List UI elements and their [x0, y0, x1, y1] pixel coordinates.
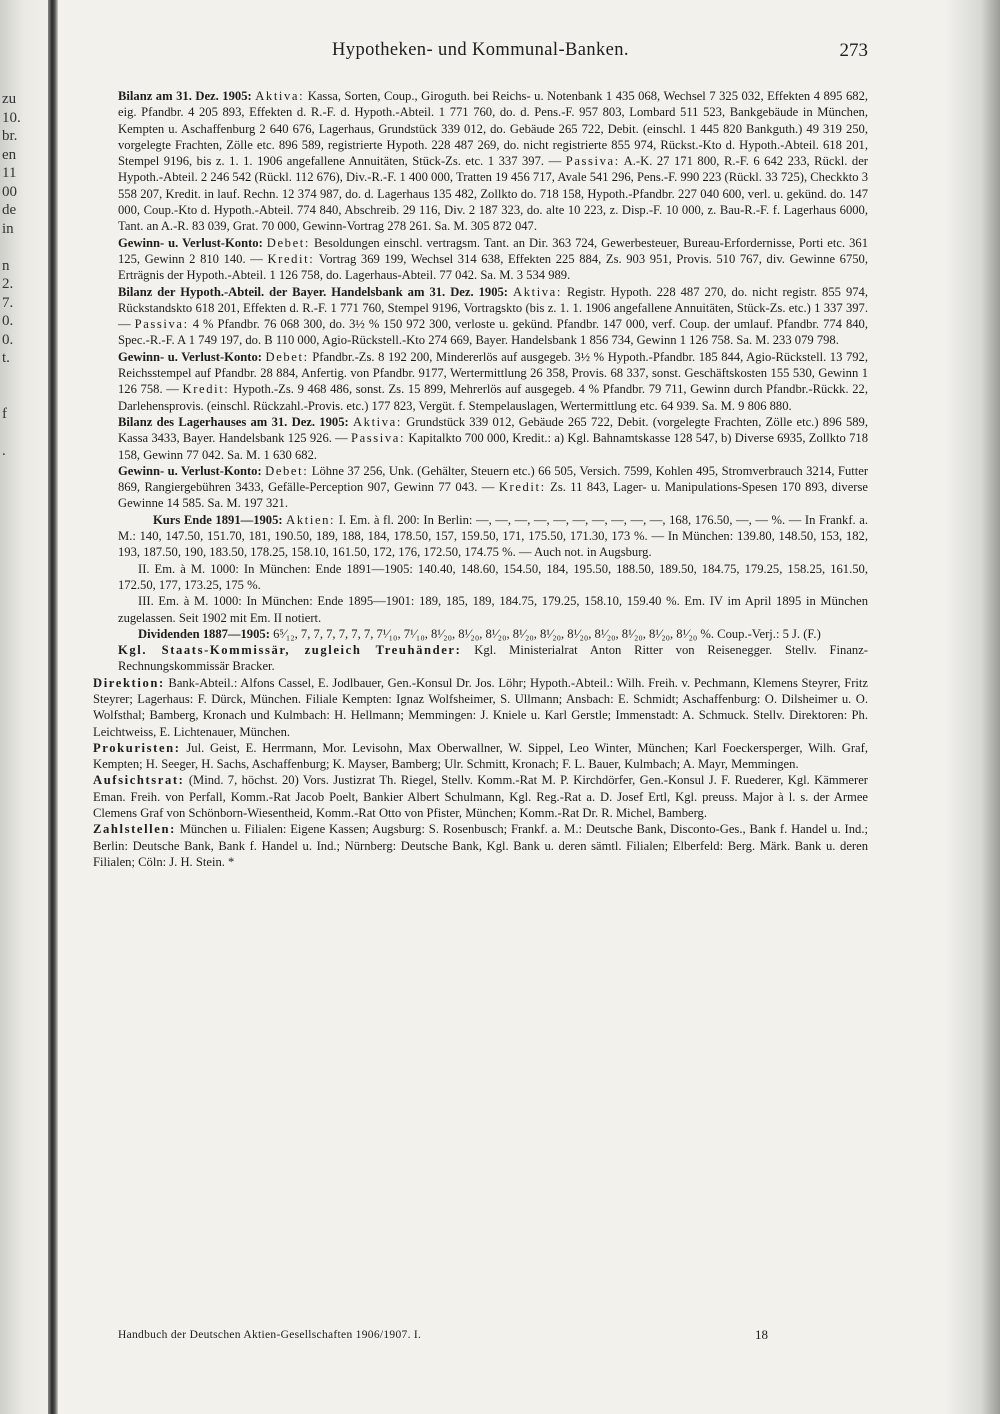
margin-fragment — [2, 238, 42, 257]
margin-fragment: 00 — [2, 183, 17, 200]
section-heading: Bilanz der Hypoth.-Abteil. der Bayer. Handelsbank am 31. Dez. 1905: — [118, 284, 508, 299]
section-heading: Gewinn- u. Verlust-Konto: — [118, 235, 263, 250]
kurs-em1-text: I. Em. à fl. 200: In Berlin: —, —, —, —, —, —, —, —, —, —, 168, 176.50, —, — %. — In Frankf. a. M.: 140, 147.50, 151.70, 181, 190.50, 189, 188, 184, 178.50, 157, 159.50, 171, 175.50, 171.30, 173 %. — In München: 139.80, 148.50, 153, 182, 193, 187.50, 190, 183.50, 178.25, 158.10, 161.50, 172, 176, 172.50, 174.75 %. — Auch not. in Augsburg. — [118, 512, 868, 560]
page — [93, 36, 868, 76]
section-heading: Kurs Ende 1891—1905: — [153, 512, 283, 527]
guv-debet-text: Besoldungen einschl. vertragsm. Tant. an Dir. 363 724, Gewerbesteuer, Bureau-Erfordernisse, Porti etc. 361 125, Gewinn 2 810 140. — — [118, 235, 869, 266]
direktion-text: Bank-Abteil.: Alfons Cassel, E. Jodlbauer, Gen.-Konsul Dr. Jos. Löhr; Hypoth.-Abteil.: Wilh. Freih. v. Pechmann, Klemens Steyrer, Fritz Steyrer; Lagerhaus: F. Dürck, München. Filiale Kempten: Ignaz Wolfsheimer, S. Ullmann; Ansbach: E. Schmidt; Aschaffenburg: O. Dilsheimer u. O. Wolfsthal; Bamberg, Kronach und Kulmbach: H. Hellmann; Memmingen: J. Kniele u. Karl Gerstle; Immenstadt: A. Schmuck. Stellv. Direktoren: Ph. Leichtweiss, E. Lichtenauer, München. — [93, 675, 868, 739]
lager-aktiva-text: Grundstück 339 012, Gebäude 265 722, Debit. (vorgelegte Frachten, Zölle etc.) 896 589, Kassa 3433, Bayer. Handelsbank 125 926. — — [118, 414, 869, 446]
bilanz-section — [93, 88, 868, 235]
hyp-guv-debet-text: Pfandbr.-Zs. 8 192 200, Mindererlös auf ausgegeb. 3½ % Hypoth.-Pfandbr. 185 844, Agio-Rückstell. 13 792, Reichsstempel auf Pfandbr. 28 884, Anfertig. von Pfandbr. 9177, Wertermittlung 26 358, Provis. 68 337, sonst. Geschäftskosten 155 530, Gewinn 1 126 758. — — [118, 349, 869, 397]
margin-fragment: 10. — [2, 109, 21, 126]
hyp-aktiva-text: Registr. Hypoth. 228 487 270, do. nicht registr. 855 974, Rückstandskto 618 201, Effekten d. R.-F. 1 771 760, Stempel 9196, Vortragskto (bis z. 1. 1. 1906 angefallene Annuitäten, Stück-Zs. etc.) 1 337 397. — — [118, 284, 868, 332]
margin-fragment: 11 — [2, 165, 17, 181]
margin-fragment: 7. — [2, 294, 14, 311]
margin-fragment: 0. — [2, 331, 14, 348]
kurs-em3-text: III. Em. à M. 1000: In München: Ende 1895—1901: 189, 185, 189, 184.75, 179.25, 158.10, 159.40 %. Em. IV im April 1895 in München zugelassen. Seit 1902 mit Em. II notiert. — [118, 594, 868, 625]
bilanz-aktiva-text: Kassa, Sorten, Coup., Giroguth. bei Reichs- u. Notenbank 1 435 068, Wechsel 7 325 032, Effekten 4 895 682, eig. Pfandbr. 4 205 893, Effekten d. R.-F. d. Hypoth.-Abteil. 1 771 760, do. d. Pens.-F. 957 803, Lombard 511 523, Bankgebäude in München, Kempten u. Aschaffenburg 2 640 676, Lagerhaus, Grundstück 339 012, do. Gebäude 265 722, Debit. (einschl. 1 445 820 Bankguth.) 49 319 250, vorgelegte Frachten, Zölle etc. 896 589, registrierte Hypoth. 228 487 269, do. nicht registrierte 855 974, Rückst.-Kto d. Hypoth.-Abteil. 618 201, Stempel 9196, bis z. 1. 1. 1906 angefallene Annuitäten, Stück-Zs. etc. 1 337 397. — — [118, 89, 869, 169]
kurs-section — [93, 512, 868, 561]
running-head — [93, 36, 868, 76]
margin-fragment: 0. — [2, 313, 14, 329]
section-heading: Bilanz des Lagerhauses am 31. Dez. 1905: — [118, 414, 349, 429]
prokuristen-section — [93, 740, 868, 773]
prokuristen-text: Jul. Geist, E. Herrmann, Mor. Levisohn, Max Oberwallner, W. Sippel, Leo Winter, München; Karl Foeckersperger, Wilh. Graf, Kempten; H. Seeger, H. Sachs, Aschaffenburg; K. Mayser, Bamberg; Ulr. Schmitt, Kronach; F. L. Bauer, Kulmbach; A. Mayr, Memmingen. — [93, 740, 868, 772]
kommissar-text: Kgl. Ministerialrat Anton Ritter von Reisenegger. Stellv. Finanz-Rechnungskommissär Bracker. — [118, 643, 868, 674]
aufsichtsrat-section — [93, 772, 868, 821]
section-heading: Kgl. Staats-Kommissär, zugleich Treuhänder: — [118, 643, 462, 658]
binding-gutter — [48, 0, 58, 1414]
zahlstellen-text: München u. Filialen: Eigene Kassen; Augsburg: S. Rosenbusch; Frankf. a. M.: Deutsche Bank, Disconto-Ges., Bank f. Handel u. Ind.; Berlin: Deutsche Bank, Bank f. Handel u. Ind.; Nürnberg: Deutsche Bank, Kgl. Bank u. deren sämtl. Filialen; Elberfeld: Berg. Märk. Bank u. deren Filialen; Cöln: J. H. Stein. * — [93, 822, 868, 869]
printer-signature: 18 — [755, 1327, 768, 1342]
section-heading: Aufsichtsrat: — [93, 773, 185, 788]
label-passiva: Passiva: — [565, 154, 620, 169]
section-heading: Direktion: — [93, 675, 165, 690]
kurs-em2-text: II. Em. à M. 1000: In München: Ende 1891—1905: 140.40, 148.60, 154.50, 184, 195.50, 188.50, 189.50, 184.75, 179.25, 158.25, 161.50, 172.50, 177, 173.25, 175 %. — [118, 561, 868, 592]
guv-section — [93, 235, 868, 284]
label-debet: Debet: — [265, 349, 309, 364]
margin-fragment — [2, 368, 42, 387]
footer-source: Handbuch der Deutschen Aktien-Gesellschaften 1906/1907. I. — [118, 1329, 422, 1341]
bilanz-passiva-text: A.-K. 27 171 800, R.-F. 6 642 233, Rückl. der Hypoth.-Abteil. 2 246 542 (Rückl. 112 676), Div.-R.-F. 1 400 000, Tratten 19 456 717, Avale 541 296, Pens.-F. 990 223 (Rückl. 33 725), Checkkto 3 558 207, Kredit. in lauf. Rechn. 12 374 987, do. d. Lagerhaus 135 482, Zollkto do. 718 158, Hypoth.-Pfandbr. 227 040 600, verl. u. gekünd. do. 147 000, Coup.-Kto d. Hypoth.-Abteil. 774 840, Abschreib. 29 116, Div. 2 187 323, do. alte 10 223, z. Disp.-F. 10 000, z. Bau-R.-F. f. Lagerhaus 6000, Tant. an A.-R. 83 039, Grat. 70 000, Gewinn-Vortrag 278 261. Sa. M. 305 872 047. — [118, 154, 869, 234]
kurs-em2 — [93, 561, 868, 594]
label-kredit: Kredit: — [498, 480, 546, 495]
label-debet: Debet: — [265, 463, 309, 478]
lager-guv-section — [93, 463, 868, 512]
label-passiva: Passiva: — [351, 431, 406, 446]
margin-fragment: br. — [2, 128, 18, 144]
label-aktiva: Aktiva: — [513, 284, 562, 299]
dividenden-section — [93, 626, 868, 642]
label-aktien: Aktien: — [286, 512, 336, 527]
page-number: 273 — [839, 40, 868, 61]
scan-edge-right — [945, 0, 1000, 1414]
margin-fragment: f — [2, 405, 7, 422]
label-debet: Debet: — [266, 235, 310, 250]
label-aktiva: Aktiva: — [352, 414, 402, 429]
kurs-em3 — [93, 593, 868, 626]
body-text — [93, 88, 868, 870]
margin-fragment — [2, 386, 42, 405]
previous-page-margin — [2, 90, 42, 460]
zahlstellen-section — [93, 821, 868, 870]
section-heading: Prokuristen: — [93, 740, 181, 755]
section-heading: Gewinn- u. Verlust-Konto: — [118, 463, 262, 478]
label-passiva: Passiva: — [134, 317, 189, 332]
section-heading: Dividenden 1887—1905: — [138, 626, 270, 641]
margin-fragment — [2, 423, 42, 442]
margin-fragment: 2. — [2, 276, 14, 292]
hyp-bilanz-section — [93, 284, 868, 349]
margin-fragment: n — [2, 257, 10, 274]
guv-kredit-text: Vortrag 369 199, Wechsel 314 638, Effekten 225 884, Zs. 903 951, Provis. 510 767, div. Gewinne 6750, Erträgnis der Hypoth.-Abteil. 1 126 758, do. Lagerhaus-Abteil. 77 042. Sa. M. 3 534 989. — [118, 251, 868, 283]
label-aktiva: Aktiva: — [255, 89, 305, 103]
dividenden-text: 6⁵⁄₁₂, 7, 7, 7, 7, 7, 7, 7¹⁄₁₀, 7¹⁄₁₀, 8¹⁄₂₀, 8¹⁄₂₀, 8¹⁄₂₀, 8¹⁄₂₀, 8¹⁄₂₀, 8¹⁄₂₀, 8¹⁄₂₀, 8¹⁄₂₀, 8¹⁄₂₀, 8¹⁄₂₀ %. Coup.-Verj.: 5 J. (F.) — [273, 626, 821, 641]
margin-fragment: en — [2, 146, 17, 163]
label-kredit: Kredit: — [267, 251, 315, 266]
lager-guv-debet-text: Löhne 37 256, Unk. (Gehälter, Steuern etc.) 66 505, Versich. 7599, Kohlen 495, Stromverbrauch 3214, Futter 869, Rangiergebühren 3433, Gefälle-Perception 907, Gewinn 77 043. — — [118, 463, 869, 495]
aufsichtsrat-text: (Mind. 7, höchst. 20) Vors. Justizrat Th. Riegel, Stellv. Komm.-Rat M. P. Kirchdörfer, Gen.-Konsul J. F. Ruederer, Kgl. Kämmerer Eman. Freih. von Perfall, Komm.-Rat Jacob Poelt, Bankier Albert Schulmann, Kgl. Reg.-Rat a. D. Josef Ertl, Kgl. preuss. Major à l. s. der Armee Clemens Graf von Schönborn-Wiesentheid, Komm.-Rat Otto von Pfister, München; Komm.-Rat Dr. R. Michel, Bamberg. — [93, 773, 869, 821]
direktion-section — [93, 675, 868, 740]
section-heading: Gewinn- u. Verlust-Konto: — [118, 349, 262, 364]
lager-bilanz-section — [93, 414, 868, 463]
lager-passiva-text: Kapitalkto 700 000, Kredit.: a) Kgl. Bahnamtskasse 128 547, b) Diverse 6935, Zollkto 718 158, Gewinn 77 042. Sa. M. 1 630 682. — [118, 431, 868, 462]
margin-fragment: . — [2, 442, 6, 459]
label-kredit: Kredit: — [182, 382, 230, 397]
hyp-guv-section — [93, 349, 868, 414]
section-heading: Bilanz am 31. Dez. 1905: — [118, 89, 252, 103]
margin-fragment: de — [2, 202, 17, 218]
section-heading: Zahlstellen: — [93, 822, 176, 837]
kommissar-section — [93, 642, 868, 675]
margin-fragment: t. — [2, 350, 10, 366]
margin-fragment: in — [2, 220, 14, 237]
lager-guv-kredit-text: Zs. 11 843, Lager- u. Manipulations-Spesen 170 893, diverse Gewinne 14 585. Sa. M. 197 321. — [118, 480, 868, 511]
hyp-guv-kredit-text: Hypoth.-Zs. 9 468 486, sonst. Zs. 15 899, Mehrerlös auf ausgegeb. 4 % Pfandbr. 79 711, Gewinn durch Pfandbr.-Rückk. 22, Darlehensprovis. (einschl. Rückzahl.-Provis. etc.) 177 823, Vergüt. f. Stempelauslagen, Wertermittlung etc. 64 939. Sa. M. 9 806 880. — [118, 382, 869, 413]
running-title: Hypotheken- und Kommunal-Banken. — [332, 40, 629, 60]
hyp-passiva-text: 4 % Pfandbr. 76 068 300, do. 3½ % 150 972 300, verloste u. gekünd. Pfandbr. 147 000, verf. Coup. der umlauf. Pfandbr. 774 840, Spec.-R.-F. A 1 749 197, do. B 110 000, Agio-Rückstell.-Kto 274 669, Bayer. Handelsbank 1 856 734, Gewinn 1 126 758. Sa. M. 233 079 798. — [118, 317, 868, 348]
margin-fragment: zu — [2, 91, 17, 107]
